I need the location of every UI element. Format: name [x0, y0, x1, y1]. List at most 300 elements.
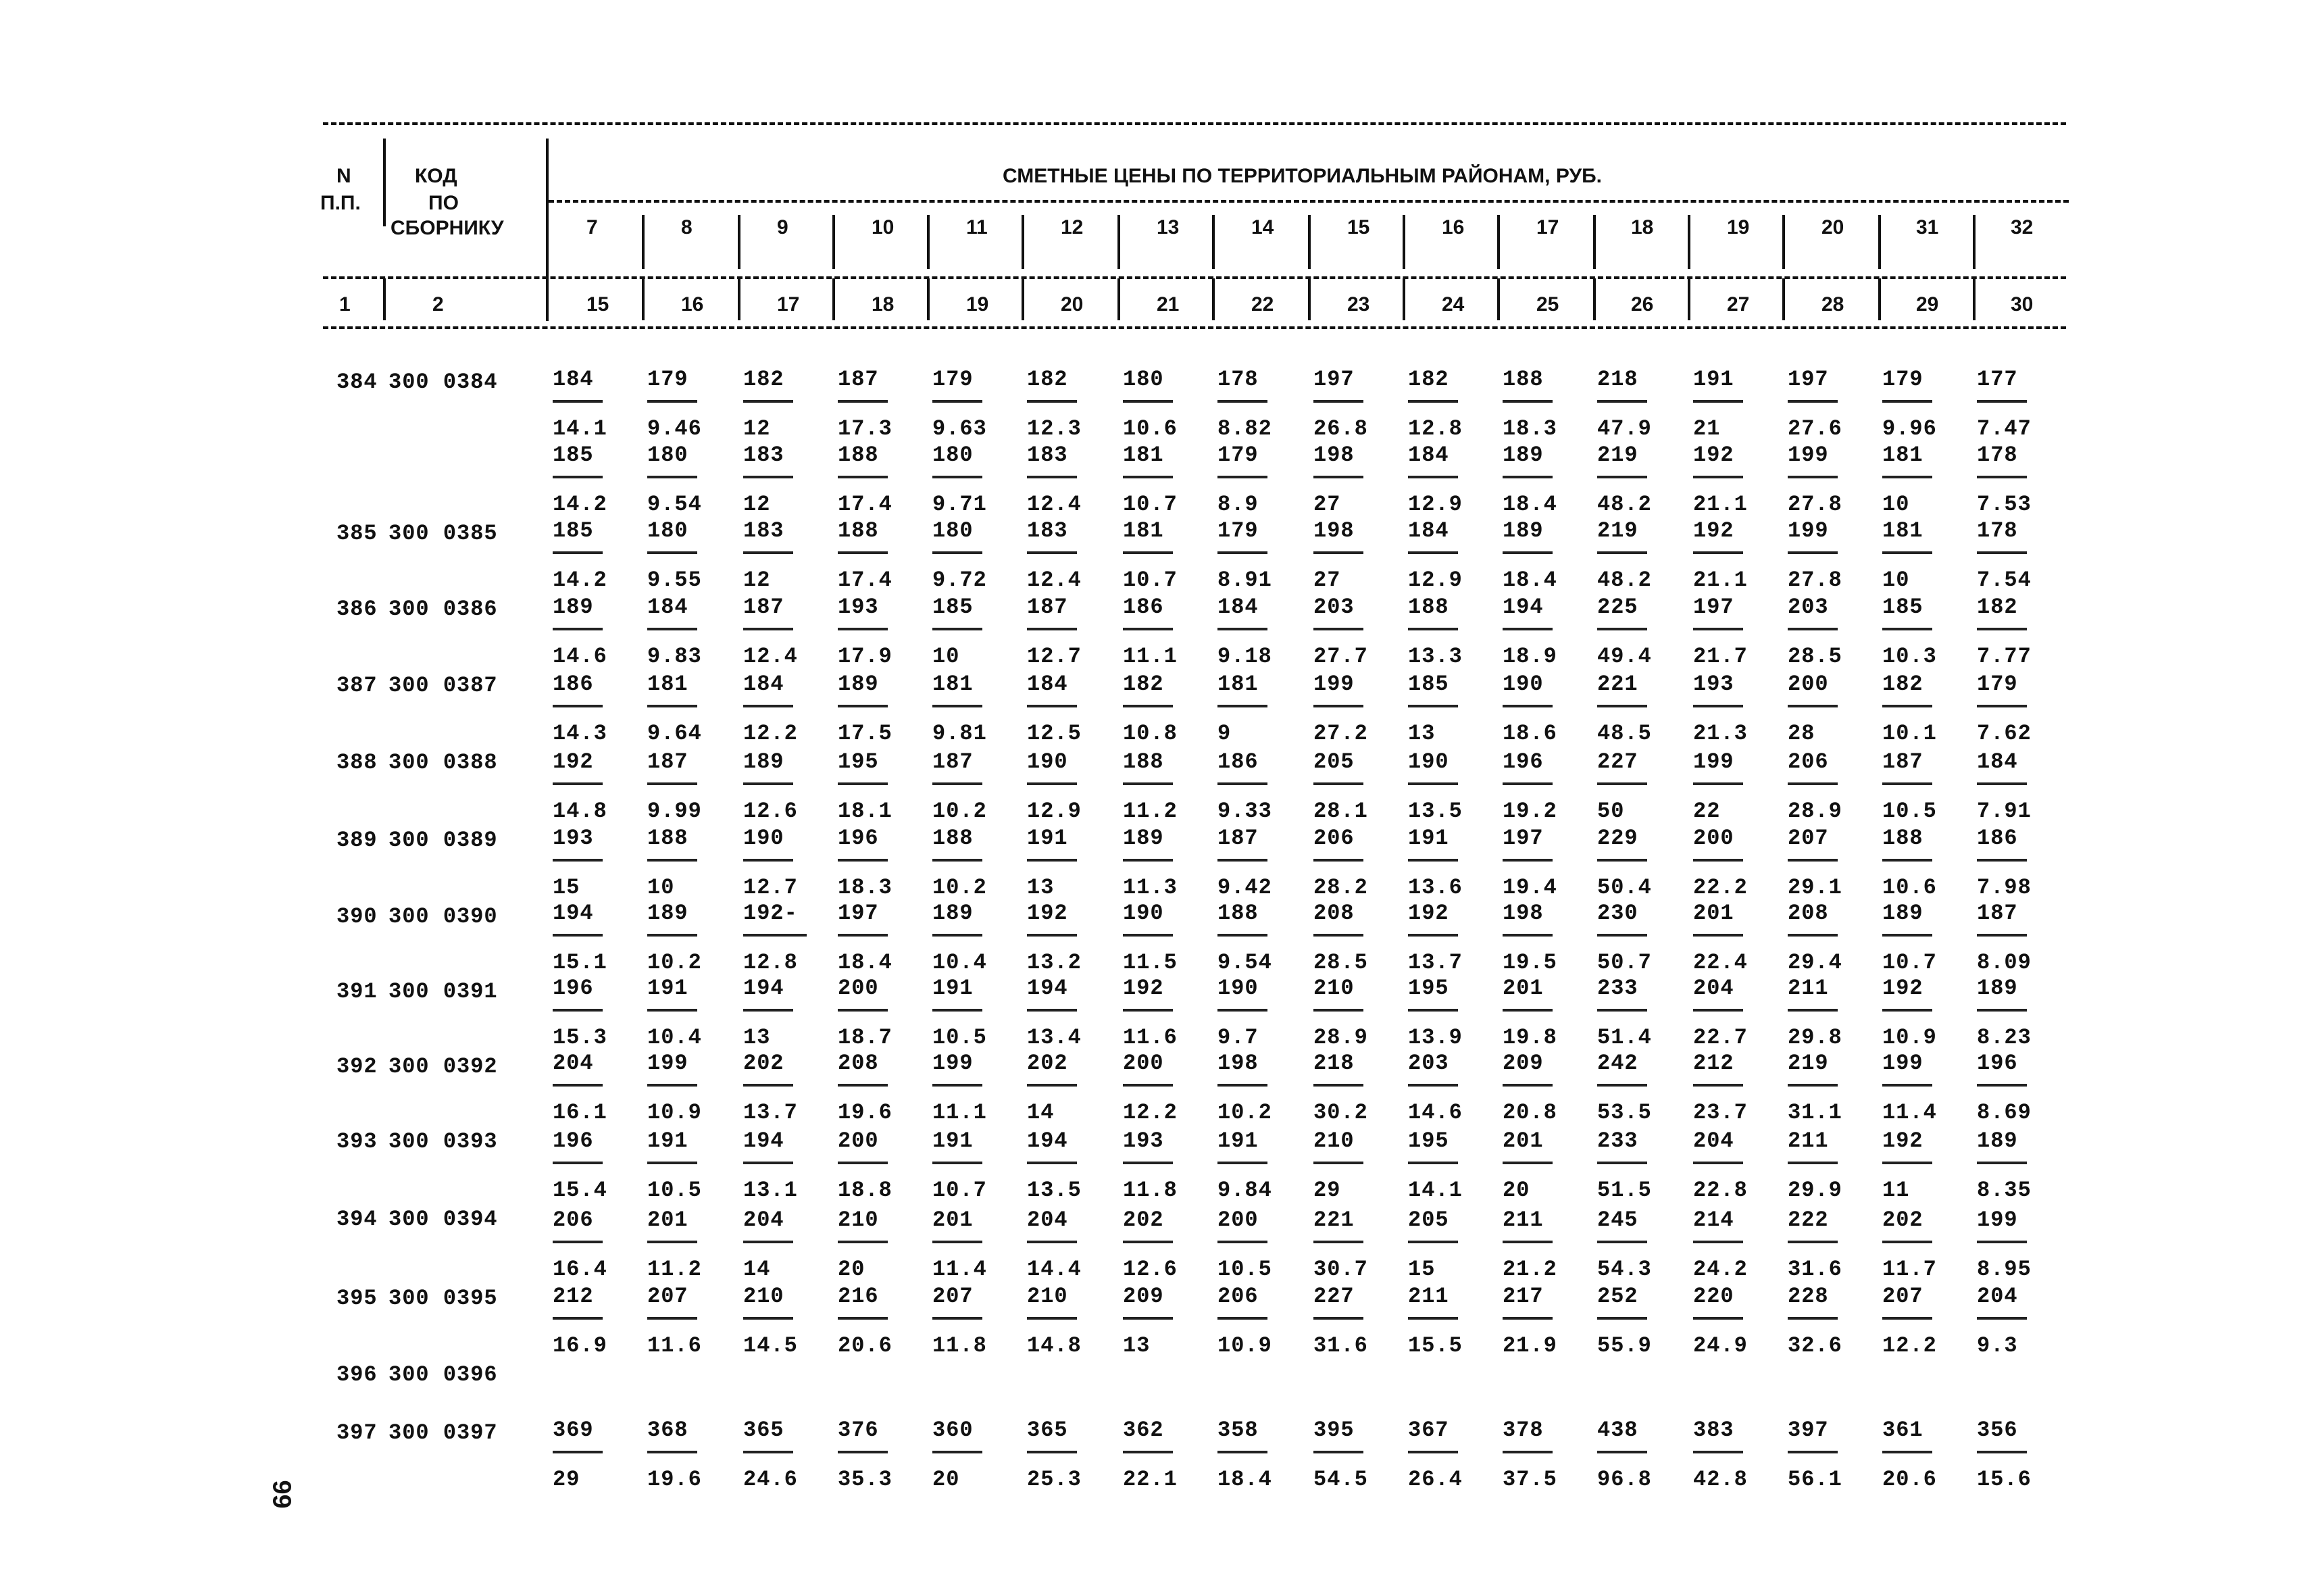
fraction-bar-385-11	[932, 476, 982, 478]
price-394-region-17: 201	[1503, 1128, 1544, 1153]
fraction-bar-394-18	[1597, 1162, 1647, 1164]
fraction-bar-395-15	[1313, 1241, 1363, 1243]
fraction-bar-397-11	[932, 1451, 982, 1453]
sub-value-395-region-9: 14	[743, 1257, 771, 1282]
sub-value-386-region-18: 48.2	[1597, 568, 1652, 593]
sub-value-392-region-18: 51.4	[1597, 1025, 1652, 1050]
price-389-region-14: 186	[1217, 749, 1259, 774]
price-390-region-11: 188	[932, 826, 974, 851]
fraction-bar-390-19	[1693, 859, 1743, 862]
sub-value-390-region-19: 22.2	[1693, 875, 1748, 900]
index-col-29: 29	[1916, 293, 1939, 316]
row-number-387: 387	[336, 673, 378, 698]
fraction-bar-397-12	[1027, 1451, 1077, 1453]
sub-value-396-region-20: 32.6	[1788, 1333, 1842, 1358]
sub-value-392-region-31: 10.9	[1882, 1025, 1937, 1050]
region-divider-9	[1403, 215, 1405, 269]
index-divider-6	[1022, 278, 1024, 320]
sub-value-391-region-18: 50.7	[1597, 950, 1652, 975]
sub-value-394-region-17: 20	[1503, 1178, 1530, 1203]
price-393-region-17: 209	[1503, 1051, 1544, 1076]
sub-value-386-region-9: 12	[743, 568, 771, 593]
price-391-region-32: 187	[1977, 901, 2018, 926]
price-387-region-17: 194	[1503, 595, 1544, 620]
sub-value-387-region-18: 49.4	[1597, 644, 1652, 669]
fraction-bar-393-16	[1408, 1084, 1458, 1087]
price-393-region-10: 208	[838, 1051, 879, 1076]
sub-value-384-region-16: 12.8	[1408, 416, 1463, 441]
fraction-bar-390-20	[1788, 859, 1838, 862]
fraction-bar-387-15	[1313, 628, 1363, 630]
sub-value-396-region-17: 21.9	[1503, 1333, 1557, 1358]
sub-value-396-region-31: 12.2	[1882, 1333, 1937, 1358]
fraction-bar-392-12	[1027, 1009, 1077, 1012]
sub-value-391-region-7: 15.1	[553, 950, 607, 975]
sub-value-396-region-16: 15.5	[1408, 1333, 1463, 1358]
sub-value-397-region-13: 22.1	[1123, 1467, 1178, 1492]
row-code-389: 300 0389	[388, 828, 498, 853]
price-388-region-16: 185	[1408, 672, 1449, 697]
fraction-bar-385-12	[1027, 476, 1077, 478]
sub-value-395-region-12: 14.4	[1027, 1257, 1082, 1282]
sub-value-397-region-20: 56.1	[1788, 1467, 1842, 1492]
sub-value-388-region-20: 28	[1788, 721, 1815, 746]
fraction-bar-391-20	[1788, 934, 1838, 937]
price-388-region-31: 182	[1882, 672, 1923, 697]
region-divider-7	[1212, 215, 1215, 269]
price-397-region-31: 361	[1882, 1418, 1923, 1443]
sub-value-387-region-14: 9.18	[1217, 644, 1272, 669]
row-number-385: 385	[336, 521, 378, 546]
sub-value-385-region-7: 14.2	[553, 492, 607, 517]
price-388-region-10: 189	[838, 672, 879, 697]
fraction-bar-389-10	[838, 782, 888, 785]
price-396-region-11: 207	[932, 1284, 974, 1309]
sub-value-384-region-8: 9.46	[647, 416, 702, 441]
index-col-23: 23	[1347, 293, 1370, 316]
fraction-bar-394-9	[743, 1162, 793, 1164]
price-390-region-32: 186	[1977, 826, 2018, 851]
price-393-region-19: 212	[1693, 1051, 1734, 1076]
fraction-bar-397-15	[1313, 1451, 1363, 1453]
fraction-bar-396-12	[1027, 1317, 1077, 1320]
price-390-region-17: 197	[1503, 826, 1544, 851]
price-396-region-32: 204	[1977, 1284, 2018, 1309]
fraction-bar-387-13	[1123, 628, 1173, 630]
fraction-bar-390-13	[1123, 859, 1173, 862]
price-394-region-9: 194	[743, 1128, 784, 1153]
price-387-region-20: 203	[1788, 595, 1829, 620]
sub-value-387-region-16: 13.3	[1408, 644, 1463, 669]
sub-value-392-region-9: 13	[743, 1025, 771, 1050]
sub-value-392-region-20: 29.8	[1788, 1025, 1842, 1050]
sub-value-388-region-17: 18.6	[1503, 721, 1557, 746]
sub-value-387-region-20: 28.5	[1788, 644, 1842, 669]
fraction-bar-390-18	[1597, 859, 1647, 862]
price-387-region-15: 203	[1313, 595, 1355, 620]
price-397-region-16: 367	[1408, 1418, 1449, 1443]
fraction-bar-390-17	[1503, 859, 1553, 862]
fraction-bar-393-11	[932, 1084, 982, 1087]
price-384-region-31: 179	[1882, 367, 1923, 392]
fraction-bar-384-31	[1882, 400, 1932, 403]
fraction-bar-392-32	[1977, 1009, 2027, 1012]
price-386-region-18: 219	[1597, 518, 1638, 543]
fraction-bar-384-9	[743, 400, 793, 403]
sub-value-384-region-31: 9.96	[1882, 416, 1937, 441]
fraction-bar-386-17	[1503, 551, 1553, 554]
price-386-region-32: 178	[1977, 518, 2018, 543]
price-396-region-14: 206	[1217, 1284, 1259, 1309]
sub-value-397-region-8: 19.6	[647, 1467, 702, 1492]
price-394-region-11: 191	[932, 1128, 974, 1153]
price-394-region-18: 233	[1597, 1128, 1638, 1153]
region-divider-6	[1117, 215, 1120, 269]
sub-value-397-region-12: 25.3	[1027, 1467, 1082, 1492]
row-code-391: 300 0391	[388, 979, 498, 1004]
fraction-bar-393-10	[838, 1084, 888, 1087]
sub-value-393-region-8: 10.9	[647, 1100, 702, 1125]
region-header-16: 16	[1442, 216, 1465, 239]
sub-value-397-region-32: 15.6	[1977, 1467, 2032, 1492]
price-384-region-18: 218	[1597, 367, 1638, 392]
price-385-region-9: 183	[743, 443, 784, 468]
fraction-bar-386-31	[1882, 551, 1932, 554]
fraction-bar-390-8	[647, 859, 697, 862]
fraction-bar-397-32	[1977, 1451, 2027, 1453]
price-386-region-12: 183	[1027, 518, 1068, 543]
price-385-region-14: 179	[1217, 443, 1259, 468]
index-divider-4	[832, 278, 835, 320]
sub-value-388-region-16: 13	[1408, 721, 1436, 746]
fraction-bar-384-20	[1788, 400, 1838, 403]
fraction-bar-392-15	[1313, 1009, 1363, 1012]
price-393-region-20: 219	[1788, 1051, 1829, 1076]
page-number: 66	[268, 1480, 297, 1509]
price-390-region-10: 196	[838, 826, 879, 851]
row-code-388: 300 0388	[388, 750, 498, 775]
fraction-bar-387-7	[553, 628, 603, 630]
price-395-region-14: 200	[1217, 1207, 1259, 1232]
region-divider-3	[832, 215, 835, 269]
fraction-bar-388-16	[1408, 705, 1458, 707]
sub-value-384-region-20: 27.6	[1788, 416, 1842, 441]
fraction-bar-397-16	[1408, 1451, 1458, 1453]
row-code-396: 300 0396	[388, 1362, 498, 1387]
price-385-region-12: 183	[1027, 443, 1068, 468]
sub-value-397-region-11: 20	[932, 1467, 960, 1492]
price-391-region-18: 230	[1597, 901, 1638, 926]
region-divider-1	[642, 215, 645, 269]
price-392-region-14: 190	[1217, 976, 1259, 1001]
index-divider-13	[1688, 278, 1690, 320]
price-384-region-8: 179	[647, 367, 688, 392]
fraction-bar-385-13	[1123, 476, 1173, 478]
row-code-392: 300 0392	[388, 1054, 498, 1079]
price-387-region-18: 225	[1597, 595, 1638, 620]
price-395-region-7: 206	[553, 1207, 594, 1232]
header-code-po: ПО	[428, 192, 459, 214]
sub-value-385-region-8: 9.54	[647, 492, 702, 517]
fraction-bar-393-12	[1027, 1084, 1077, 1087]
price-393-region-11: 199	[932, 1051, 974, 1076]
row-number-386: 386	[336, 597, 378, 622]
fraction-bar-388-15	[1313, 705, 1363, 707]
fraction-bar-385-32	[1977, 476, 2027, 478]
price-395-region-13: 202	[1123, 1207, 1164, 1232]
price-390-region-14: 187	[1217, 826, 1259, 851]
sub-value-389-region-14: 9.33	[1217, 799, 1272, 824]
fraction-bar-396-9	[743, 1317, 793, 1320]
fraction-bar-386-32	[1977, 551, 2027, 554]
fraction-bar-395-13	[1123, 1241, 1173, 1243]
price-397-region-17: 378	[1503, 1418, 1544, 1443]
fraction-bar-390-31	[1882, 859, 1932, 862]
price-387-region-10: 193	[838, 595, 879, 620]
row-number-390: 390	[336, 904, 378, 929]
price-395-region-8: 201	[647, 1207, 688, 1232]
index-divider-16	[1973, 278, 1976, 320]
price-396-region-18: 252	[1597, 1284, 1638, 1309]
fraction-bar-395-20	[1788, 1241, 1838, 1243]
sub-value-393-region-32: 8.69	[1977, 1100, 2032, 1125]
index-col-20: 20	[1061, 293, 1084, 316]
price-396-region-8: 207	[647, 1284, 688, 1309]
sub-value-395-region-13: 12.6	[1123, 1257, 1178, 1282]
price-386-region-14: 179	[1217, 518, 1259, 543]
sub-value-389-region-12: 12.9	[1027, 799, 1082, 824]
fraction-bar-393-31	[1882, 1084, 1932, 1087]
fraction-bar-394-12	[1027, 1162, 1077, 1164]
price-386-region-16: 184	[1408, 518, 1449, 543]
sub-value-386-region-10: 17.4	[838, 568, 892, 593]
sub-value-391-region-13: 11.5	[1123, 950, 1178, 975]
fraction-bar-387-20	[1788, 628, 1838, 630]
sub-value-390-region-17: 19.4	[1503, 875, 1557, 900]
sub-value-390-region-18: 50.4	[1597, 875, 1652, 900]
fraction-bar-385-20	[1788, 476, 1838, 478]
index-divider-11	[1497, 278, 1500, 320]
price-395-region-31: 202	[1882, 1207, 1923, 1232]
sub-value-391-region-20: 29.4	[1788, 950, 1842, 975]
sub-value-393-region-7: 16.1	[553, 1100, 607, 1125]
price-396-region-19: 220	[1693, 1284, 1734, 1309]
price-385-region-11: 180	[932, 443, 974, 468]
fraction-bar-391-31	[1882, 934, 1932, 937]
price-393-region-8: 199	[647, 1051, 688, 1076]
fraction-bar-397-31	[1882, 1451, 1932, 1453]
sub-value-384-region-9: 12	[743, 416, 771, 441]
region-divider-14	[1878, 215, 1881, 269]
fraction-bar-396-18	[1597, 1317, 1647, 1320]
fraction-bar-391-7	[553, 934, 603, 937]
index-divider-3	[738, 278, 740, 320]
price-387-region-32: 182	[1977, 595, 2018, 620]
price-385-region-18: 219	[1597, 443, 1638, 468]
sub-value-394-region-7: 15.4	[553, 1178, 607, 1203]
fraction-bar-389-8	[647, 782, 697, 785]
sub-value-393-region-12: 14	[1027, 1100, 1055, 1125]
fraction-bar-389-12	[1027, 782, 1077, 785]
fraction-bar-395-8	[647, 1241, 697, 1243]
fraction-bar-396-15	[1313, 1317, 1363, 1320]
fraction-bar-384-32	[1977, 400, 2027, 403]
price-390-region-19: 200	[1693, 826, 1734, 851]
top-rule	[323, 122, 2066, 125]
fraction-bar-392-31	[1882, 1009, 1932, 1012]
fraction-bar-388-8	[647, 705, 697, 707]
price-391-region-31: 189	[1882, 901, 1923, 926]
fraction-bar-393-17	[1503, 1084, 1553, 1087]
fraction-bar-386-16	[1408, 551, 1458, 554]
fraction-bar-395-14	[1217, 1241, 1267, 1243]
sub-value-385-region-10: 17.4	[838, 492, 892, 517]
fraction-bar-394-17	[1503, 1162, 1553, 1164]
sub-value-396-region-10: 20.6	[838, 1333, 892, 1358]
row-number-384: 384	[336, 370, 378, 395]
index-col-30: 30	[2011, 293, 2034, 316]
fraction-bar-397-18	[1597, 1451, 1647, 1453]
price-395-region-19: 214	[1693, 1207, 1734, 1232]
fraction-bar-391-17	[1503, 934, 1553, 937]
price-384-region-9: 182	[743, 367, 784, 392]
price-389-region-10: 195	[838, 749, 879, 774]
sub-value-384-region-32: 7.47	[1977, 416, 2032, 441]
price-392-region-31: 192	[1882, 976, 1923, 1001]
fraction-bar-388-20	[1788, 705, 1838, 707]
price-396-region-16: 211	[1408, 1284, 1449, 1309]
price-395-region-17: 211	[1503, 1207, 1544, 1232]
sub-value-392-region-14: 9.7	[1217, 1025, 1259, 1050]
fraction-bar-395-32	[1977, 1241, 2027, 1243]
sub-value-394-region-14: 9.84	[1217, 1178, 1272, 1203]
price-388-region-9: 184	[743, 672, 784, 697]
fraction-bar-396-8	[647, 1317, 697, 1320]
index-col-2: 2	[432, 293, 444, 316]
region-header-7: 7	[586, 216, 598, 239]
sub-value-391-region-14: 9.54	[1217, 950, 1272, 975]
price-388-region-20: 200	[1788, 672, 1829, 697]
price-397-region-10: 376	[838, 1418, 879, 1443]
price-391-region-20: 208	[1788, 901, 1829, 926]
fraction-bar-395-12	[1027, 1241, 1077, 1243]
price-396-region-10: 216	[838, 1284, 879, 1309]
row-code-384: 300 0384	[388, 370, 498, 395]
price-384-region-14: 178	[1217, 367, 1259, 392]
fraction-bar-389-11	[932, 782, 982, 785]
region-divider-15	[1973, 215, 1976, 269]
index-divider-14	[1782, 278, 1785, 320]
fraction-bar-394-8	[647, 1162, 697, 1164]
sub-value-386-region-11: 9.72	[932, 568, 987, 593]
fraction-bar-391-16	[1408, 934, 1458, 937]
row-number-397: 397	[336, 1420, 378, 1445]
sub-value-391-region-16: 13.7	[1408, 950, 1463, 975]
sub-value-389-region-32: 7.91	[1977, 799, 2032, 824]
fraction-bar-397-10	[838, 1451, 888, 1453]
index-divider-9	[1308, 278, 1311, 320]
sub-value-384-region-17: 18.3	[1503, 416, 1557, 441]
fraction-bar-385-18	[1597, 476, 1647, 478]
price-392-region-18: 233	[1597, 976, 1638, 1001]
price-387-region-31: 185	[1882, 595, 1923, 620]
sub-value-388-region-8: 9.64	[647, 721, 702, 746]
price-393-region-31: 199	[1882, 1051, 1923, 1076]
price-390-region-18: 229	[1597, 826, 1638, 851]
fraction-bar-393-15	[1313, 1084, 1363, 1087]
sub-value-389-region-7: 14.8	[553, 799, 607, 824]
price-390-region-15: 206	[1313, 826, 1355, 851]
sub-value-392-region-12: 13.4	[1027, 1025, 1082, 1050]
sub-value-389-region-10: 18.1	[838, 799, 892, 824]
fraction-bar-389-31	[1882, 782, 1932, 785]
price-386-region-19: 192	[1693, 518, 1734, 543]
sub-value-394-region-19: 22.8	[1693, 1178, 1748, 1203]
fraction-bar-392-14	[1217, 1009, 1267, 1012]
fraction-bar-388-17	[1503, 705, 1553, 707]
sub-value-387-region-19: 21.7	[1693, 644, 1748, 669]
fraction-bar-392-7	[553, 1009, 603, 1012]
sub-value-386-region-31: 10	[1882, 568, 1910, 593]
price-390-region-16: 191	[1408, 826, 1449, 851]
sub-value-396-region-15: 31.6	[1313, 1333, 1368, 1358]
price-392-region-19: 204	[1693, 976, 1734, 1001]
price-397-region-9: 365	[743, 1418, 784, 1443]
sub-value-386-region-19: 21.1	[1693, 568, 1748, 593]
row-code-395: 300 0395	[388, 1286, 498, 1311]
fraction-bar-396-13	[1123, 1317, 1173, 1320]
index-divider-15	[1878, 278, 1881, 320]
sub-value-389-region-8: 9.99	[647, 799, 702, 824]
price-391-region-13: 190	[1123, 901, 1164, 926]
sub-value-397-region-14: 18.4	[1217, 1467, 1272, 1492]
price-388-region-32: 179	[1977, 672, 2018, 697]
sub-value-388-region-15: 27.2	[1313, 721, 1368, 746]
sub-value-389-region-9: 12.6	[743, 799, 798, 824]
price-385-region-13: 181	[1123, 443, 1164, 468]
price-397-region-32: 356	[1977, 1418, 2018, 1443]
sub-value-387-region-13: 11.1	[1123, 644, 1178, 669]
price-397-region-19: 383	[1693, 1418, 1734, 1443]
price-385-region-32: 178	[1977, 443, 2018, 468]
fraction-bar-394-10	[838, 1162, 888, 1164]
fraction-bar-386-8	[647, 551, 697, 554]
sub-value-391-region-8: 10.2	[647, 950, 702, 975]
price-391-region-8: 189	[647, 901, 688, 926]
fraction-bar-391-9	[743, 934, 807, 937]
fraction-bar-392-8	[647, 1009, 697, 1012]
fraction-bar-384-16	[1408, 400, 1458, 403]
price-387-region-16: 188	[1408, 595, 1449, 620]
price-389-region-16: 190	[1408, 749, 1449, 774]
fraction-bar-397-14	[1217, 1451, 1267, 1453]
fraction-bar-396-32	[1977, 1317, 2027, 1320]
sub-value-387-region-17: 18.9	[1503, 644, 1557, 669]
sub-value-397-region-16: 26.4	[1408, 1467, 1463, 1492]
fraction-bar-397-8	[647, 1451, 697, 1453]
sub-value-396-region-32: 9.3	[1977, 1333, 2018, 1358]
fraction-bar-384-10	[838, 400, 888, 403]
price-395-region-32: 199	[1977, 1207, 2018, 1232]
price-389-region-12: 190	[1027, 749, 1068, 774]
sub-value-395-region-19: 24.2	[1693, 1257, 1748, 1282]
price-386-region-9: 183	[743, 518, 784, 543]
fraction-bar-395-18	[1597, 1241, 1647, 1243]
fraction-bar-393-32	[1977, 1084, 2027, 1087]
fraction-bar-385-14	[1217, 476, 1267, 478]
price-387-region-14: 184	[1217, 595, 1259, 620]
row-number-396: 396	[336, 1362, 378, 1387]
